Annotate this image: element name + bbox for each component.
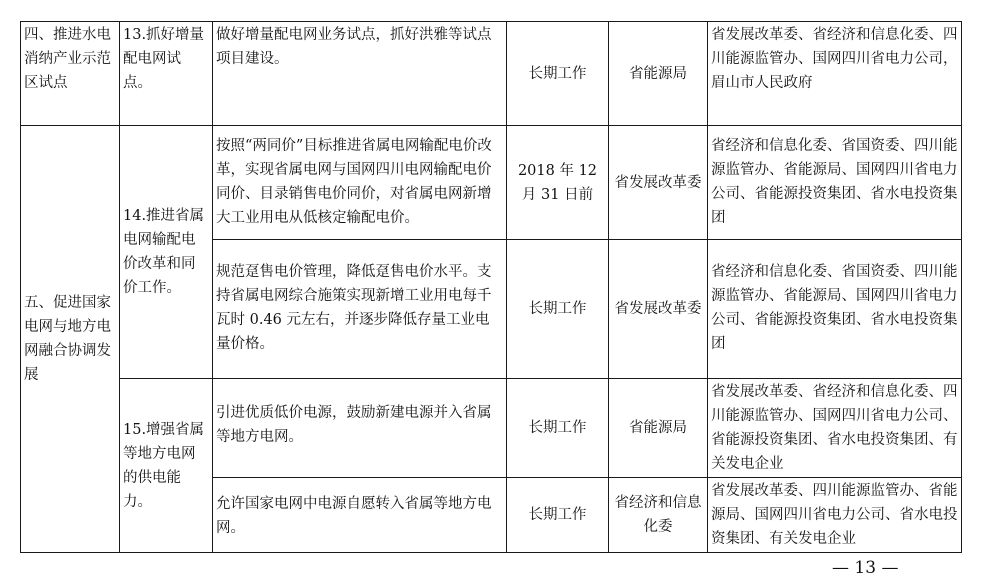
measure-cell-15 — [119, 378, 213, 553]
deadline-text: 长期工作 — [528, 301, 587, 317]
deadline-cell — [506, 477, 609, 553]
deadline-cell — [506, 378, 609, 478]
lead-text: 省经济和信息化委 — [614, 495, 702, 535]
lead-text: 省能源局 — [629, 420, 687, 436]
category-text: 五、促进国家电网与地方电网融合协调发展 — [24, 295, 111, 383]
partners-text: 省经济和信息化委、省国资委、四川能源监管办、省能源局、国网四川省电力公司、省能源投资集团、省水电投资集团 — [711, 264, 958, 352]
content-text: 引进优质低价电源，鼓励新建电源并入省属等地方电网。 — [216, 405, 492, 445]
lead-cell — [608, 477, 708, 553]
category-cell-5 — [20, 125, 120, 553]
partners-text: 省发展改革委、省经济和信息化委、四川能源监管办、国网四川省电力公司，眉山市人民政府 — [711, 27, 958, 91]
content-text: 按照“两同价”目标推进省属电网输配电价改革，实现省属电网与国网四川电网输配电价同价、目录销售电价同价，对省属电网新增大工业用电从低核定输配电价。 — [216, 138, 492, 226]
partners-text: 省发展改革委、四川能源监管办、省能源局、国网四川省电力公司、省水电投资集团、有关发电企业 — [711, 483, 958, 547]
deadline-cell — [506, 239, 609, 379]
lead-text: 省发展改革委 — [614, 301, 702, 317]
lead-text: 省发展改革委 — [614, 174, 702, 191]
partners-cell — [707, 21, 962, 126]
measure-text: 15.增强省属等地方电网的供电能力。 — [123, 421, 205, 510]
content-cell — [212, 239, 507, 379]
partners-cell — [707, 477, 962, 553]
content-cell — [212, 477, 507, 553]
lead-cell — [608, 125, 708, 240]
content-text: 做好增量配电网业务试点，抓好洪雅等试点项目建设。 — [216, 27, 492, 67]
partners-text: 省经济和信息化委、省国资委、四川能源监管办、省能源局、国网四川省电力公司、省能源投资集团、省水电投资集团 — [711, 138, 958, 226]
measure-text: 14.推进省属电网输配电价改革和同价工作。 — [123, 208, 205, 296]
lead-cell — [608, 378, 708, 478]
page-number: — 13 — — [832, 558, 899, 578]
category-cell-4 — [20, 21, 120, 126]
content-text: 允许国家电网中电源自愿转入省属等地方电网。 — [216, 496, 492, 536]
deadline-text: 长期工作 — [528, 65, 587, 82]
partners-cell — [707, 239, 962, 379]
content-cell — [212, 21, 507, 126]
partners-cell — [707, 125, 962, 240]
deadline-text: 2018 年 12 月 31 日前 — [517, 162, 598, 203]
partners-text: 省发展改革委、省经济和信息化委、四川能源监管办、国网四川省电力公司、省能源投资集团、省水电投资集团、有关发电企业 — [711, 384, 958, 472]
deadline-text: 长期工作 — [528, 507, 587, 523]
lead-text: 省能源局 — [629, 65, 687, 82]
category-text: 四、推进水电消纳产业示范区试点 — [24, 27, 111, 91]
lead-cell — [608, 239, 708, 379]
content-cell — [212, 125, 507, 240]
deadline-cell — [506, 21, 609, 126]
lead-cell — [608, 21, 708, 126]
content-cell — [212, 378, 507, 478]
measure-cell-13 — [119, 21, 213, 126]
deadline-cell — [506, 125, 609, 240]
partners-cell — [707, 378, 962, 478]
measure-cell-14 — [119, 125, 213, 379]
deadline-text: 长期工作 — [528, 420, 587, 436]
content-text: 规范趸售电价管理，降低趸售电价水平。支持省属电网综合施策实现新增工业用电每千瓦时 0.46 元左右，并逐步降低存量工业电量价格。 — [216, 264, 492, 352]
measure-text: 13.抓好增量配电网试点。 — [123, 27, 205, 91]
